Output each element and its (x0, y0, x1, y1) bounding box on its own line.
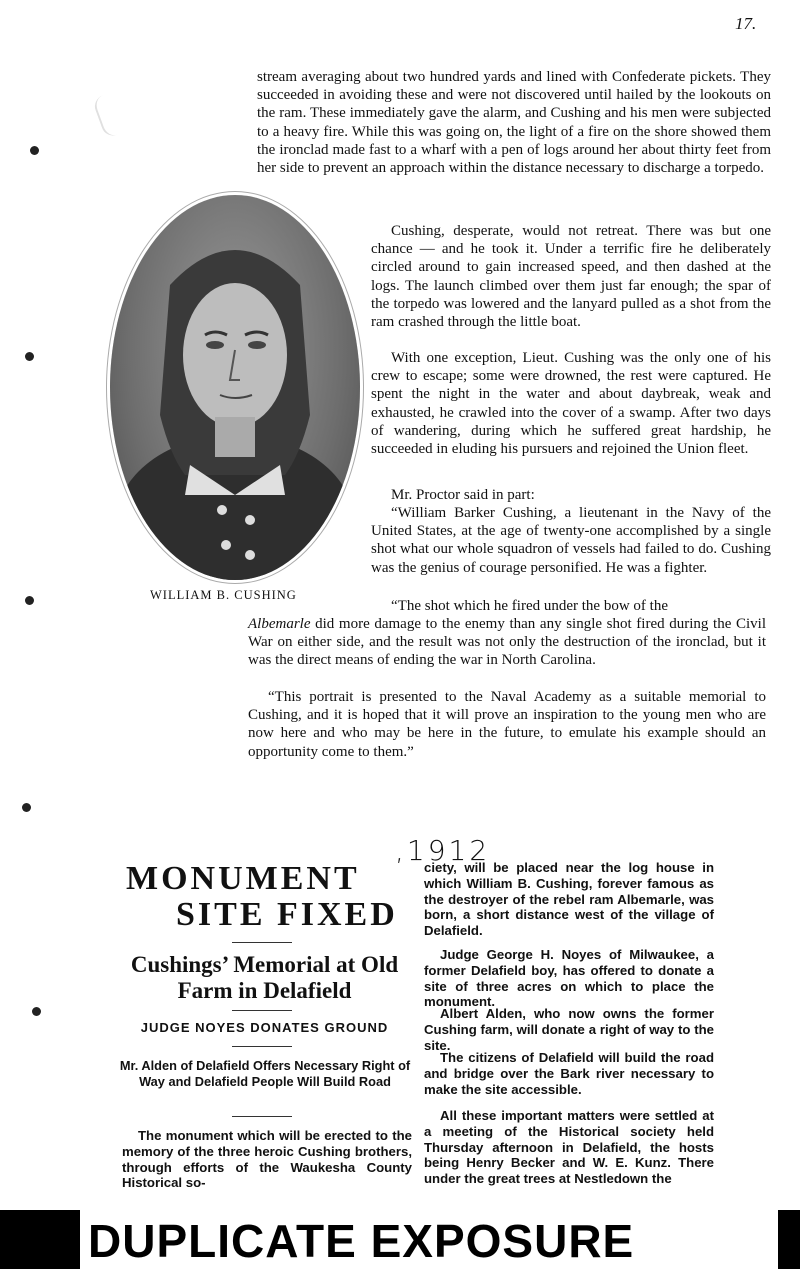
news-paragraph: Albert Alden, who now owns the former Cushing farm, will donate a right of way to the site. (424, 1006, 714, 1053)
punch-hole-dot (30, 146, 39, 155)
punch-hole-dot (22, 803, 31, 812)
duplicate-exposure-banner (0, 1210, 800, 1269)
banner-text: DUPLICATE EXPOSURE (88, 1215, 635, 1267)
article-paragraph: Mr. Proctor said in part: (391, 487, 535, 503)
article-paragraph: stream averaging about two hundred yards and lined with Confederate pickets. They succeeded in avoiding these and were not discovered until hailed by the lookouts on the ram. These immediately gave the alarm, and Cushing and his men were subjected to a heavy fire. While this was going on, the light of a fire on the shore showed them the ironclad made fast to a wharf with a pen of logs around her about thirty feet from her side to prevent an approach within the distance necessary to discharge a torpedo. (257, 69, 771, 177)
news-lead-paragraph: The monument which will be erected to the memory of the three heroic Cushing brothers, through efforts of the Waukesha County Historical so- (122, 1128, 412, 1191)
article-paragraph: With one exception, Lieut. Cushing was the only one of his crew to escape; some were drowned, the rest were captured. He spent the night in the water and about daybreak, weak and exhausted, he crawled into the cover of a swamp. After two days of wandering, during which he suffered great hardship, he succeeded in eluding his pursuers and rejoined the Union fleet. (371, 350, 771, 458)
article-paragraph: “This portrait is presented to the Naval Academy as a suitable memorial to Cushing, and it is hoped that it will prove an inspiration to the young men who are now here and who may be here in the future, to emulate his example should an opportunity come to them.” (248, 689, 766, 760)
news-paragraph: ciety, will be placed near the log house in which William B. Cushing, forever famous as the destroyer of the rebel ram Albemarle, was born, a short distance west of the village of Delafield. (424, 860, 714, 939)
news-paragraph: The citizens of Delafield will build the road and bridge over the Bark river necessary to make the site accessible. (424, 1050, 714, 1097)
deck-headline: JUDGE NOYES DONATES GROUND (140, 1020, 389, 1035)
banner-black-bar (778, 1210, 800, 1269)
article-paragraph: Albemarle did more damage to the enemy than any single shot fired during the Civil War on either side, and the result was not only the destruction of the ironclad, but it was the direct means of ending the war in North Carolina. (248, 616, 766, 669)
punch-hole-dot (25, 596, 34, 605)
ship-name: Albemarle (248, 616, 311, 632)
deck-subheadline: Mr. Alden of Delafield Offers Necessary Right of Way and Delafield People Will Build Road (119, 1058, 411, 1089)
portrait-photo (110, 195, 360, 580)
news-paragraph: All these important matters were settled at a meeting of the Historical society held Thursday afternoon in Delafield, the hosts being Henry Becker and W. E. Kunz. There under the great trees at Nestledown the (424, 1108, 714, 1187)
punch-hole-dot (32, 1007, 41, 1016)
divider (232, 1116, 292, 1117)
divider (232, 1010, 292, 1011)
divider (232, 942, 292, 943)
article-paragraph: “William Barker Cushing, a lieutenant in the Navy of the United States, at the age of twenty-one accomplished by a single shot what our whole squadron of vessels had failed to do. Cushing was the genius of courage personified. He was a fighter. (371, 505, 771, 576)
headline-line-2: SITE FIXED (176, 896, 398, 933)
divider (232, 1046, 292, 1047)
banner-black-bar (0, 1210, 80, 1269)
news-paragraph: Judge George H. Noyes of Milwaukee, a former Delafield boy, has offered to donate a site of three acres on which to place the monument. (424, 947, 714, 1010)
page-number: 17. (735, 14, 757, 33)
article-paragraph: Cushing, desperate, would not retreat. There was but one chance — and he took it. Under a terrific fire he deliberately circled around to gain increased speed, and then dashed at the logs. The launch climbed over them just far enough; the spar of the torpedo was lowered and the lanyard pulled as a shot from the ram crashed through the little boat. (371, 223, 771, 331)
article-paragraph-lead: “The shot which he fired under the bow of the (391, 598, 668, 614)
handwritten-year: ,1912 (395, 834, 491, 867)
subhead: Cushings’ Memorial at Old Farm in Delafield (130, 952, 399, 1003)
pencil-mark (92, 91, 129, 139)
punch-hole-dot (25, 352, 34, 361)
portrait-caption: WILLIAM B. CUSHING (150, 588, 297, 602)
headline-line-1: MONUMENT (126, 860, 360, 897)
